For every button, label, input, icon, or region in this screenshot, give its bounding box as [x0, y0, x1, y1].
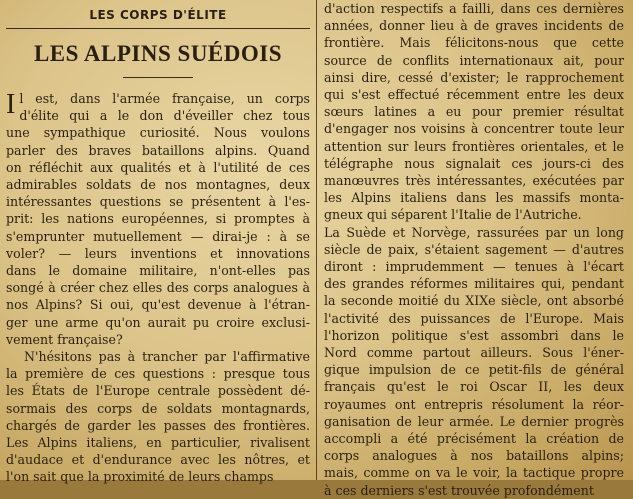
text-line: s'emprunter mutuellement — dirai-je : à se [6, 228, 310, 244]
text-line: parler des braves bataillons alpins. Quand [6, 142, 310, 158]
text-line: source de conflits internationaux ait, pour [324, 52, 624, 68]
text-line: attention sur leurs frontières orientales, et le [324, 138, 624, 154]
text-line: la première de ces questions : presque tous [6, 366, 310, 382]
text-line: les États de l'Europe centrale possèdent dé- [6, 383, 310, 399]
text-line: admirables soldats de nos montagnes, deux [6, 177, 310, 193]
text-line: d'action respectifs a failli, dans ces dernières [324, 1, 624, 16]
text-line: chargés de garder les passes des frontières. [6, 417, 310, 433]
text-line: qui s'est effectué récemment entre les deux [324, 87, 624, 103]
text-line: mais, comme on va le voir, la tactique propre [324, 465, 624, 481]
text-line: les Alpins italiens dans les massifs monta- [324, 190, 624, 206]
text-line: accompli a été précisément la création de [324, 431, 624, 447]
text-line: Nord comme partout ailleurs. Sous l'éner- [324, 345, 624, 361]
paragraph [6, 348, 310, 486]
paragraph [324, 224, 624, 499]
column-divider [316, 0, 317, 480]
text-line: à ces derniers s'est trouvée profondément [324, 482, 594, 498]
text-line: ainsi dire, cessé d'exister; le rapprochement [324, 69, 624, 85]
text-line: l'horizon politique s'est assombri dans le [324, 327, 624, 343]
text-line: l'activité des puissances de l'Europe. Mais [324, 310, 624, 326]
right-column [324, 0, 624, 498]
text-line: dans le domaine militaire, n'ont-elles pas [6, 263, 310, 279]
text-line: songé à créer chez elles des corps analogues à [6, 280, 310, 296]
text-line: d'audace et d'endurance avec les nôtres, et [6, 452, 310, 468]
text-line: frontière. Mais félicitons-nous que cette [324, 35, 624, 51]
right-body-text [324, 0, 624, 499]
text-line: vement française? [6, 331, 123, 347]
text-line: royaumes ont entrepris résolument la réor- [324, 396, 624, 412]
text-line: sormais des corps de soldats montagnards, [6, 400, 310, 416]
text-line: Les Alpins italiens, en particulier, rivalisent [6, 435, 310, 451]
text-line: nos Alpins? Si oui, qu'est devenue à l'étran- [6, 297, 310, 313]
text-line: on réfléchit aux qualités et à l'utilité de ces [6, 159, 310, 175]
left-body-text [6, 90, 310, 486]
text-line: des grandes réformes militaires qui, pendant [324, 276, 624, 292]
text-line: La Suède et Norvège, rassurées par un long [324, 224, 624, 240]
text-line: N'hésitons pas à trancher par l'affirmative [24, 349, 310, 365]
text-line: années, donner lieu à de graves incidents de [324, 18, 624, 34]
text-line: télégraphe nous signalait ces jours-ci des [324, 155, 624, 171]
text-line: siècle de paix, s'étaient sagement — d'autres [324, 241, 624, 257]
text-line: manœuvres très intéressantes, exécutées par [324, 173, 624, 189]
text-line: prit: les nations européennes, si promptes à [6, 211, 310, 227]
text-line: sœurs latines a eu pour premier résultat [324, 104, 624, 120]
left-column [6, 0, 310, 485]
text-line: une sympathique curiosité. Nous voulons [6, 125, 310, 141]
text-line: d'engager nos voisins à concentrer toute leur [324, 121, 624, 137]
text-line: diront : imprudemment — tenues à l'écart [324, 259, 624, 275]
text-line: gique impulsion de ce petit-fils de général [324, 362, 624, 378]
text-line: ganisation de leur armée. Le dernier progrès [324, 413, 624, 429]
paragraph [324, 0, 624, 224]
section-kicker: LES CORPS D'ÉLITE [6, 4, 310, 29]
drop-cap: I [6, 89, 16, 120]
text-line: la seconde moitié du XIXe siècle, ont absorbé [324, 293, 624, 309]
text-line: l est, dans l'armée française, un corps [19, 91, 310, 106]
text-line: intéressantes questions se présentent à l'es- [6, 194, 310, 210]
article-headline: LES ALPINS SUÉDOIS [33, 41, 283, 66]
text-line: corps analogues à nos bataillons alpins; [324, 448, 624, 464]
text-line: français qu'est le roi Oscar II, les deux [324, 379, 624, 395]
text-line: gneux qui séparent l'Italie de l'Autriche. [324, 207, 582, 223]
headline-rule [123, 77, 193, 78]
text-line: voler? — leurs inventions et innovations [6, 245, 310, 261]
text-line: l'on sait que la proximité de leurs champs [6, 469, 274, 485]
text-line: ger une arme qu'on aurait pu croire exclusi- [6, 314, 310, 330]
text-line: d'élite qui a le don d'éveiller chez tous [19, 108, 310, 124]
paragraph [6, 90, 310, 348]
